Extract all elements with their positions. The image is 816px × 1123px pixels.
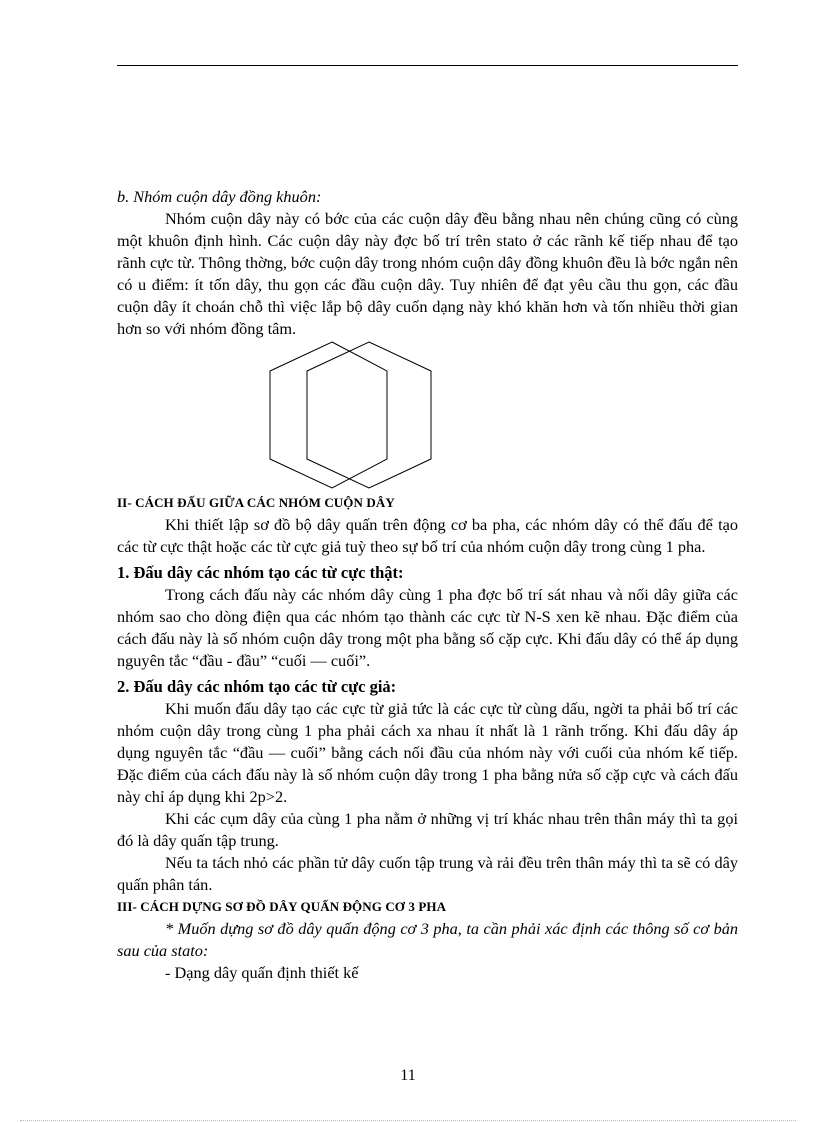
section-b-title: b. Nhóm cuộn dây đồng khuôn:	[117, 187, 322, 206]
footer-dotted-line	[20, 1120, 796, 1121]
right-hexagon	[307, 342, 431, 488]
sub1-text: Trong cách đấu này các nhóm dây cùng 1 pha đợc bố trí sát nhau và nối dây giữa các nhóm sao cho dòng điện qua các nhóm tạo thành các cực từ N-S xen kẽ nhau. Đặc điểm của cách đấu này là số nhóm cuộn dây trong một pha bằng số cặp cực. Khi đấu dây có thể áp dụng nguyên tắc “đầu - đầu” “cuối — cuối”.	[117, 585, 738, 670]
section-ii-intro: Khi thiết lập sơ đồ bộ dây quấn trên động cơ ba pha, các nhóm dây có thể đấu để tạo các từ cực thật hoặc các từ cực giả tuỳ theo sự bố trí của nhóm cuộn dây trong cùng 1 pha.	[117, 515, 738, 556]
section-b-paragraph: Nhóm cuộn dây này có bớc của các cuộn dây đều bằng nhau nên chúng cũng có cùng một khuôn định hình. Các cuộn dây này đợc bố trí trên stato ở các rãnh kế tiếp nhau để tạo rãnh cực từ. Thông thờng, bớc cuộn dây trong nhóm cuộn dây đồng khuôn đều là bớc ngắn nên có u điểm: ít tốn dây, thu gọn các đầu cuộn dây. Tuy nhiên để đạt yêu cầu thu gọn, các đầu cuộn dây ít choán chỗ thì việc lắp bộ dây cuốn dạng này khó khăn hơn và tốn nhiều thời gian hơn so với nhóm đồng tâm.	[117, 209, 738, 338]
section-iii-item-1: - Dạng dây quấn định thiết kế	[165, 963, 359, 982]
sub2-text: Khi muốn đấu dây tạo các cực từ giả tức là các cực từ cùng dấu, ngời ta phải bố trí các nhóm cuộn dây trong cùng 1 pha phải cách xa nhau ít nhất là 1 rãnh trống. Khi đấu dây áp dụng nguyên tắc “đầu — cuối” bằng cách nối đầu của nhóm này với cuối của nhóm kế tiếp. Đặc điểm của cách đấu này là số nhóm cuộn dây trong 1 pha bằng nửa số cặp cực và cách đấu này chỉ áp dụng khi 2p>2.	[117, 699, 738, 806]
hexagon-coil-figure	[117, 340, 738, 492]
sub2-heading: 2. Đấu dây các nhóm tạo các từ cực giả:	[117, 677, 397, 696]
left-hexagon	[270, 342, 387, 488]
page-number: 11	[400, 1067, 416, 1084]
sub1-heading: 1. Đấu dây các nhóm tạo các từ cực thật:	[117, 563, 404, 582]
section-iii-heading: III- CÁCH DỰNG SƠ ĐỒ DÂY QUẤN ĐỘNG CƠ 3 PHA	[117, 899, 447, 914]
section-iii-note: * Muốn dựng sơ đồ dây quấn động cơ 3 pha, ta cần phải xác định các thông số cơ bản sau của stato:	[117, 919, 738, 960]
distributed-winding-paragraph: Nếu ta tách nhỏ các phần tử dây cuốn tập trung và rải đều trên thân máy thì ta sẽ có dây quấn phân tán.	[117, 853, 738, 894]
page-content	[117, 186, 738, 984]
section-ii-heading: II- CÁCH ĐẤU GIỮA CÁC NHÓM CUỘN DÂY	[117, 495, 395, 510]
hexagon-diagram	[117, 340, 738, 492]
header-rule	[117, 65, 738, 66]
concentrated-winding-paragraph: Khi các cụm dây của cùng 1 pha nằm ở những vị trí khác nhau trên thân máy thì ta gọi đó là dây quấn tập trung.	[117, 809, 738, 850]
